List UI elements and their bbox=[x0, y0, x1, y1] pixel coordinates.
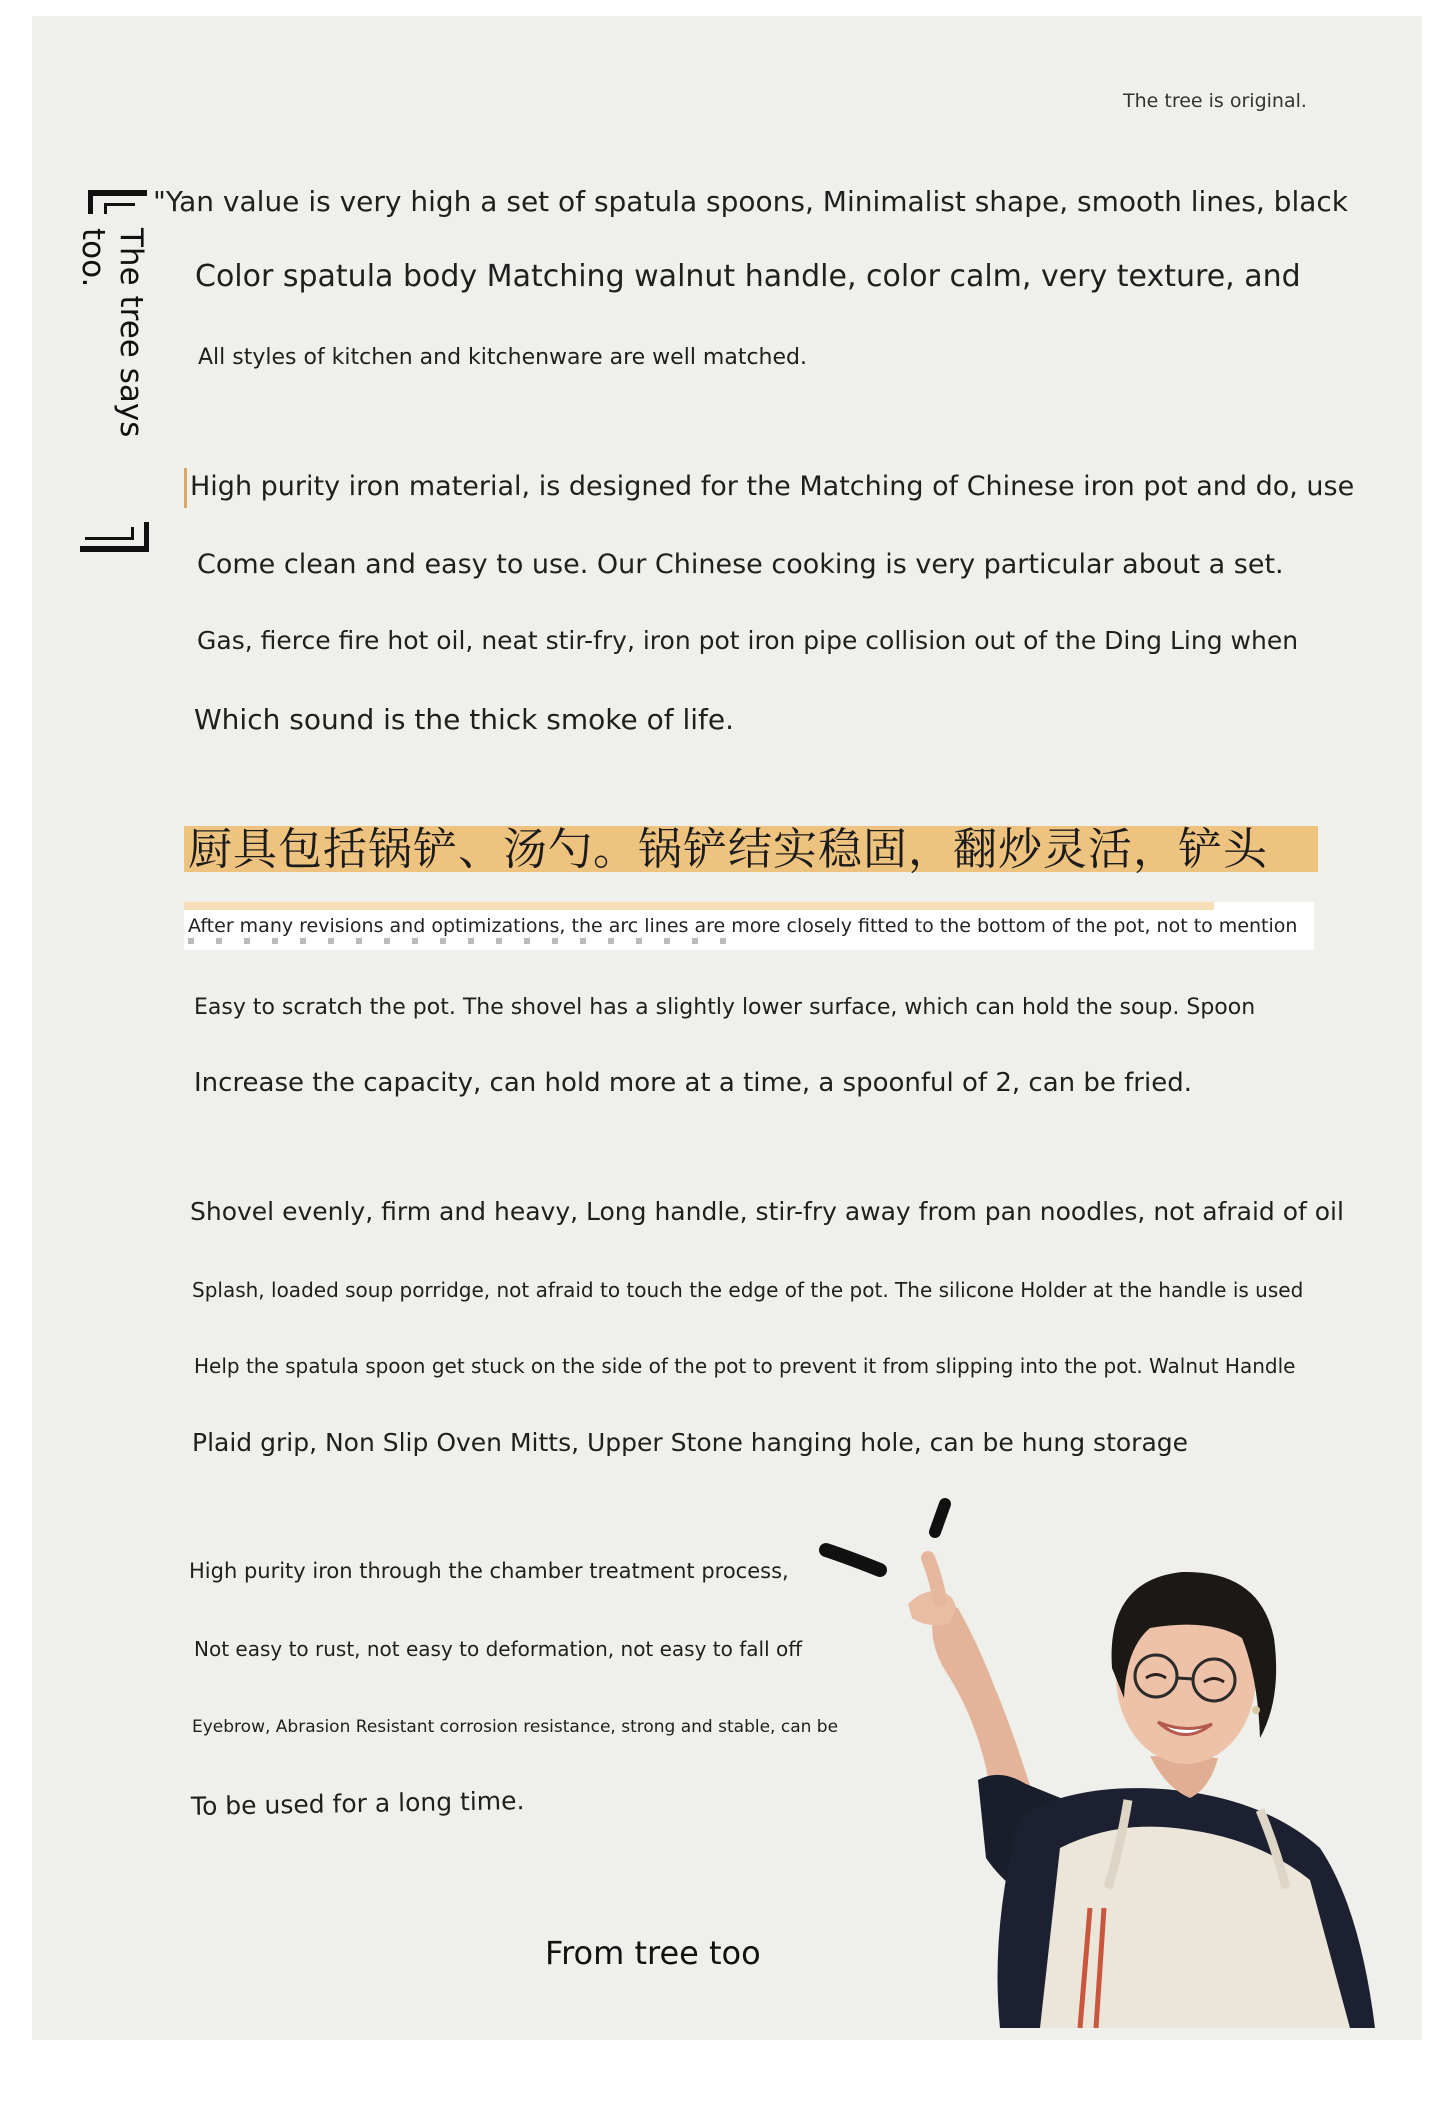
p3-line1: After many revisions and optimizations, the arc lines are more closely fitted to the bottom of the pot, not to mention bbox=[188, 915, 1298, 937]
accent-bar bbox=[184, 468, 187, 508]
p3-line2: Easy to scratch the pot. The shovel has a slightly lower surface, which can hold the soup. Spoon bbox=[194, 995, 1256, 1020]
p1-line2: Color spatula body Matching walnut handle, color calm, very texture, and bbox=[195, 259, 1301, 294]
p5-line2: Not easy to rust, not easy to deformation, not easy to fall off bbox=[194, 1637, 803, 1661]
corner-bracket-open bbox=[88, 190, 147, 214]
p2-line1: High purity iron material, is designed for the Matching of Chinese iron pot and do, use bbox=[190, 471, 1355, 502]
doodle-stroke-right bbox=[935, 1504, 945, 1532]
p5-line4: To be used for a long time. bbox=[190, 1786, 525, 1821]
vertical-title-line2: too. bbox=[75, 228, 111, 288]
p3-line3: Increase the capacity, can hold more at a time, a spoonful of 2, can be fried. bbox=[194, 1068, 1192, 1098]
p1-line1: "Yan value is very high a set of spatula spoons, Minimalist shape, smooth lines, black bbox=[153, 185, 1348, 218]
vertical-title bbox=[74, 228, 150, 437]
p4-line3: Help the spatula spoon get stuck on the side of the pot to prevent it from slipping into the pot. Walnut Handle bbox=[194, 1354, 1296, 1378]
p2-line2: Come clean and easy to use. Our Chinese cooking is very particular about a set. bbox=[197, 549, 1284, 580]
p5-line3: Eyebrow, Abrasion Resistant corrosion resistance, strong and stable, can be bbox=[192, 1717, 839, 1737]
p4-line1: Shovel evenly, firm and heavy, Long handle, stir-fry away from pan noodles, not afraid of oil bbox=[190, 1197, 1344, 1226]
p5-line1: High purity iron through the chamber treatment process, bbox=[189, 1559, 789, 1583]
vertical-title-line1: The tree says bbox=[113, 228, 149, 438]
cutout-strip-fragments bbox=[188, 938, 748, 944]
chinese-heading: 厨具包括锅铲、汤勺。锅铲结实稳固，翻炒灵活，铲头 bbox=[188, 824, 1268, 875]
p2-line4: Which sound is the thick smoke of life. bbox=[194, 703, 735, 736]
doodle-stroke-left bbox=[826, 1550, 880, 1570]
corner-bracket-close bbox=[80, 522, 149, 552]
portrait-image bbox=[790, 1488, 1390, 2038]
signature-note: The tree is original. bbox=[1123, 90, 1307, 112]
p4-line4: Plaid grip, Non Slip Oven Mitts, Upper Stone hanging hole, can be hung storage bbox=[192, 1428, 1189, 1457]
cutout-strip-edge bbox=[184, 902, 1214, 910]
p2-line3: Gas, fierce fire hot oil, neat stir-fry, iron pot iron pipe collision out of the Ding Ling when bbox=[197, 626, 1299, 655]
p1-line3: All styles of kitchen and kitchenware are well matched. bbox=[198, 345, 807, 370]
footer-signature: From tree too bbox=[545, 1934, 761, 1972]
p4-line2: Splash, loaded soup porridge, not afraid to touch the edge of the pot. The silicone Holder at the handle is used bbox=[192, 1278, 1304, 1302]
